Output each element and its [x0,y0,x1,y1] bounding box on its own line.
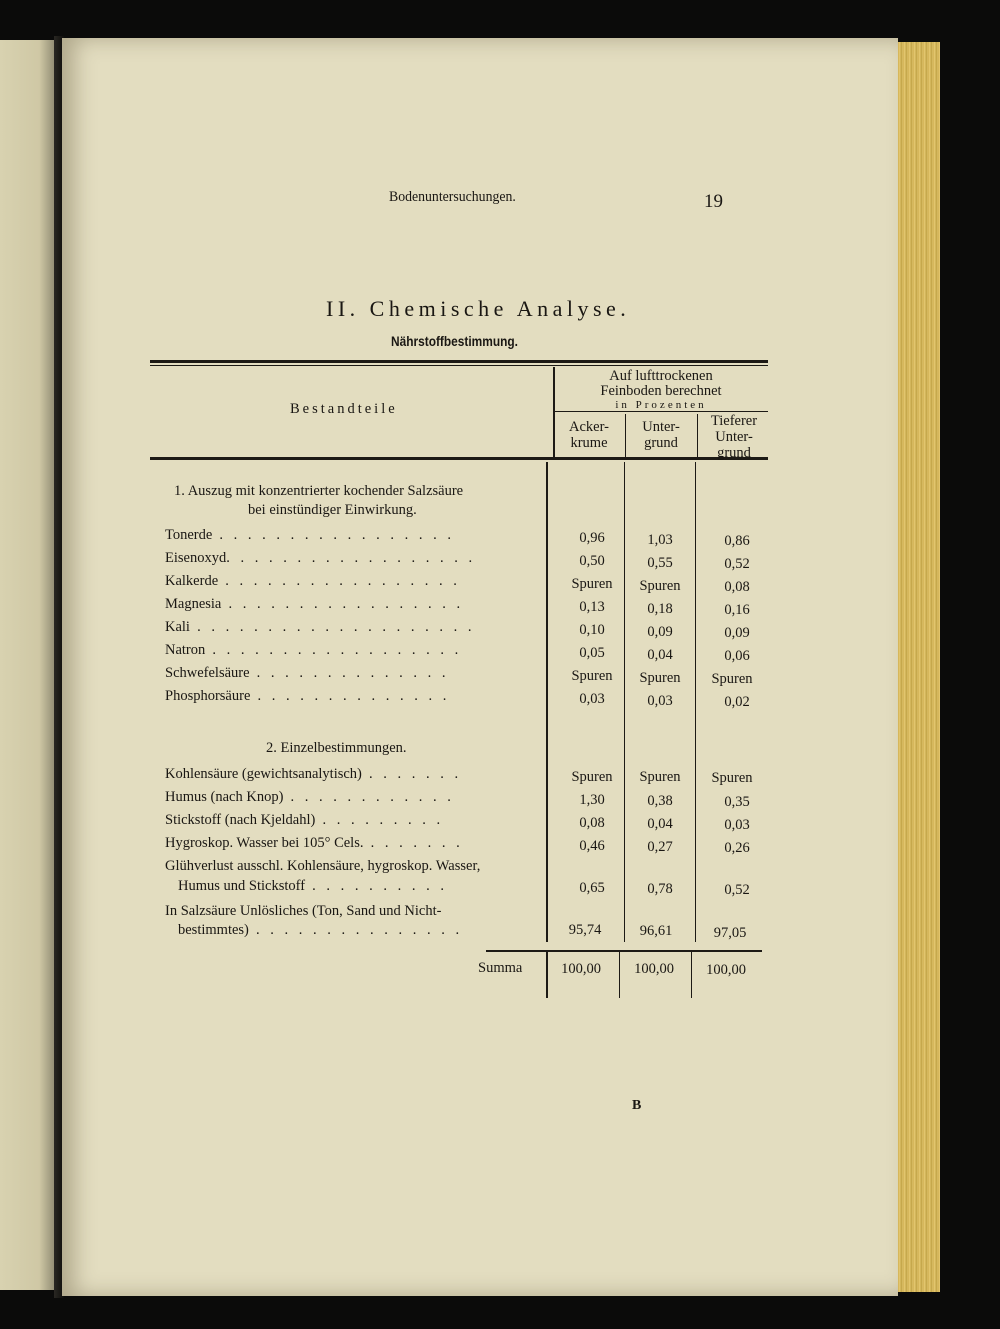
row-value-ackerkrume: 0,50 [579,553,605,569]
header-bestandteile: Bestandteile [290,401,398,417]
row-value-untergrund: 96,61 [639,923,673,939]
header-group-line1: Auf lufttrockenen [609,368,713,384]
row-value-ackerkrume: 0,96 [579,530,605,546]
row-value-tieferer-untergrund: 0,16 [724,602,750,618]
row-value-tieferer-untergrund: Spuren [711,770,753,786]
row-value-untergrund: 0,04 [647,816,673,832]
row-label: Phosphorsäure . . . . . . . . . . . . . . [165,688,450,704]
row-label: Stickstoff (nach Kjeldahl) . . . . . . . . . [165,812,444,828]
row-value-tieferer-untergrund: 0,52 [724,882,750,898]
table-top-rule-thin [150,365,768,366]
body-divider [546,462,548,942]
running-head: Bodenuntersuchungen. [389,189,516,205]
header-group-line3: in Prozenten [615,399,707,411]
row-value-untergrund: Spuren [639,769,681,785]
row-label: Kali . . . . . . . . . . . . . . . . . . . . [165,619,475,635]
row-label: Kalkerde . . . . . . . . . . . . . . . . . [165,573,461,589]
header-bottom-rule [150,457,768,460]
table-top-rule [150,360,768,363]
row-label: Schwefelsäure . . . . . . . . . . . . . . [165,665,450,681]
row-value-ackerkrume: 0,46 [579,838,605,854]
row-value-untergrund: 1,03 [647,532,673,548]
header-group-line2: Feinboden berechnet [600,383,722,399]
row-value-tieferer-untergrund: 0,52 [724,556,750,572]
row-label-line2: Humus und Stickstoff . . . . . . . . . . [178,878,448,894]
row-value-untergrund: Spuren [639,670,681,686]
row-value-untergrund: 0,55 [647,555,673,571]
row-value-untergrund: Spuren [639,578,681,594]
row-value-tieferer-untergrund: 0,09 [724,625,750,641]
header-col3-line1: Tieferer [710,413,758,429]
row-value-tieferer-untergrund: 0,08 [724,579,750,595]
body-col-divider-2 [695,462,696,942]
row-value-untergrund: 0,03 [647,693,673,709]
header-col-divider-1 [625,414,626,459]
header-col1-line1: Acker- [569,419,609,435]
row-value-ackerkrume: 1,30 [579,792,605,808]
row-value-ackerkrume: 0,03 [579,691,605,707]
summa-ackerkrume: 100,00 [561,961,601,977]
background-shadow [940,30,1000,1310]
section1-title-line2: bei einstündiger Einwirkung. [248,502,417,518]
header-col1-line2: krume [570,435,608,451]
row-label-line2: bestimmtes) . . . . . . . . . . . . . . . [178,922,463,938]
page-number: 19 [704,191,723,212]
row-value-ackerkrume: 0,13 [579,599,605,615]
row-value-ackerkrume: Spuren [571,769,613,785]
summa-label: Summa [478,960,523,976]
header-col2-line2: grund [644,435,678,451]
header-col-divider-2 [697,414,698,459]
row-value-tieferer-untergrund: 0,03 [724,817,750,833]
section1-title-line1: 1. Auszug mit konzentrierter kochender Salzsäure [174,483,464,499]
page-edges [898,42,942,1292]
header-col3-line3: grund [717,445,751,461]
row-value-untergrund: 0,09 [647,624,673,640]
left-page-edge [0,40,56,1290]
row-label: Humus (nach Knop) . . . . . . . . . . . . [165,789,455,805]
summa-rule [486,950,762,952]
row-label: Hygroskop. Wasser bei 105° Cels. . . . . . . . [165,835,464,851]
row-label: Magnesia . . . . . . . . . . . . . . . . . [165,596,464,612]
row-label: Eisenoxyd. . . . . . . . . . . . . . . . . . [165,550,476,566]
row-value-untergrund: 0,27 [647,839,673,855]
signature-mark: B [632,1098,642,1113]
row-value-ackerkrume: Spuren [571,668,613,684]
summa-tieferer-untergrund: 100,00 [706,962,746,978]
row-value-untergrund: 0,38 [647,793,673,809]
row-label: Natron . . . . . . . . . . . . . . . . . . [165,642,462,658]
section2-title: 2. Einzelbestimmungen. [266,740,407,756]
row-value-tieferer-untergrund: 0,35 [724,794,750,810]
row-label-line1: Glühverlust ausschl. Kohlensäure, hygroskop. Wasser, [165,858,481,874]
header-col2-line1: Unter- [642,419,680,435]
row-value-tieferer-untergrund: 0,02 [724,694,750,710]
row-value-untergrund: 0,78 [647,881,673,897]
row-value-untergrund: 0,04 [647,647,673,663]
summa-untergrund: 100,00 [634,961,674,977]
header-col3-line2: Unter- [715,429,753,445]
row-label: Tonerde . . . . . . . . . . . . . . . . . [165,527,455,543]
row-value-tieferer-untergrund: 97,05 [713,925,747,941]
row-value-tieferer-untergrund: 0,86 [724,533,750,549]
subtitle: Nährstoffbestimmung. [391,333,518,349]
header-divider [553,367,555,459]
row-value-ackerkrume: 0,10 [579,622,605,638]
row-value-ackerkrume: 0,65 [579,880,605,896]
row-value-ackerkrume: Spuren [571,576,613,592]
row-value-tieferer-untergrund: 0,26 [724,840,750,856]
row-value-tieferer-untergrund: Spuren [711,671,753,687]
row-label-line1: In Salzsäure Unlösliches (Ton, Sand und Nicht- [165,903,442,919]
row-value-untergrund: 0,18 [647,601,673,617]
row-value-ackerkrume: 0,05 [579,645,605,661]
row-value-tieferer-untergrund: 0,06 [724,648,750,664]
row-value-ackerkrume: 0,08 [579,815,605,831]
row-label: Kohlensäure (gewichtsanalytisch) . . . . . . . [165,766,462,782]
row-value-ackerkrume: 95,74 [568,922,602,938]
section-title: II. Chemische Analyse. [326,296,631,321]
